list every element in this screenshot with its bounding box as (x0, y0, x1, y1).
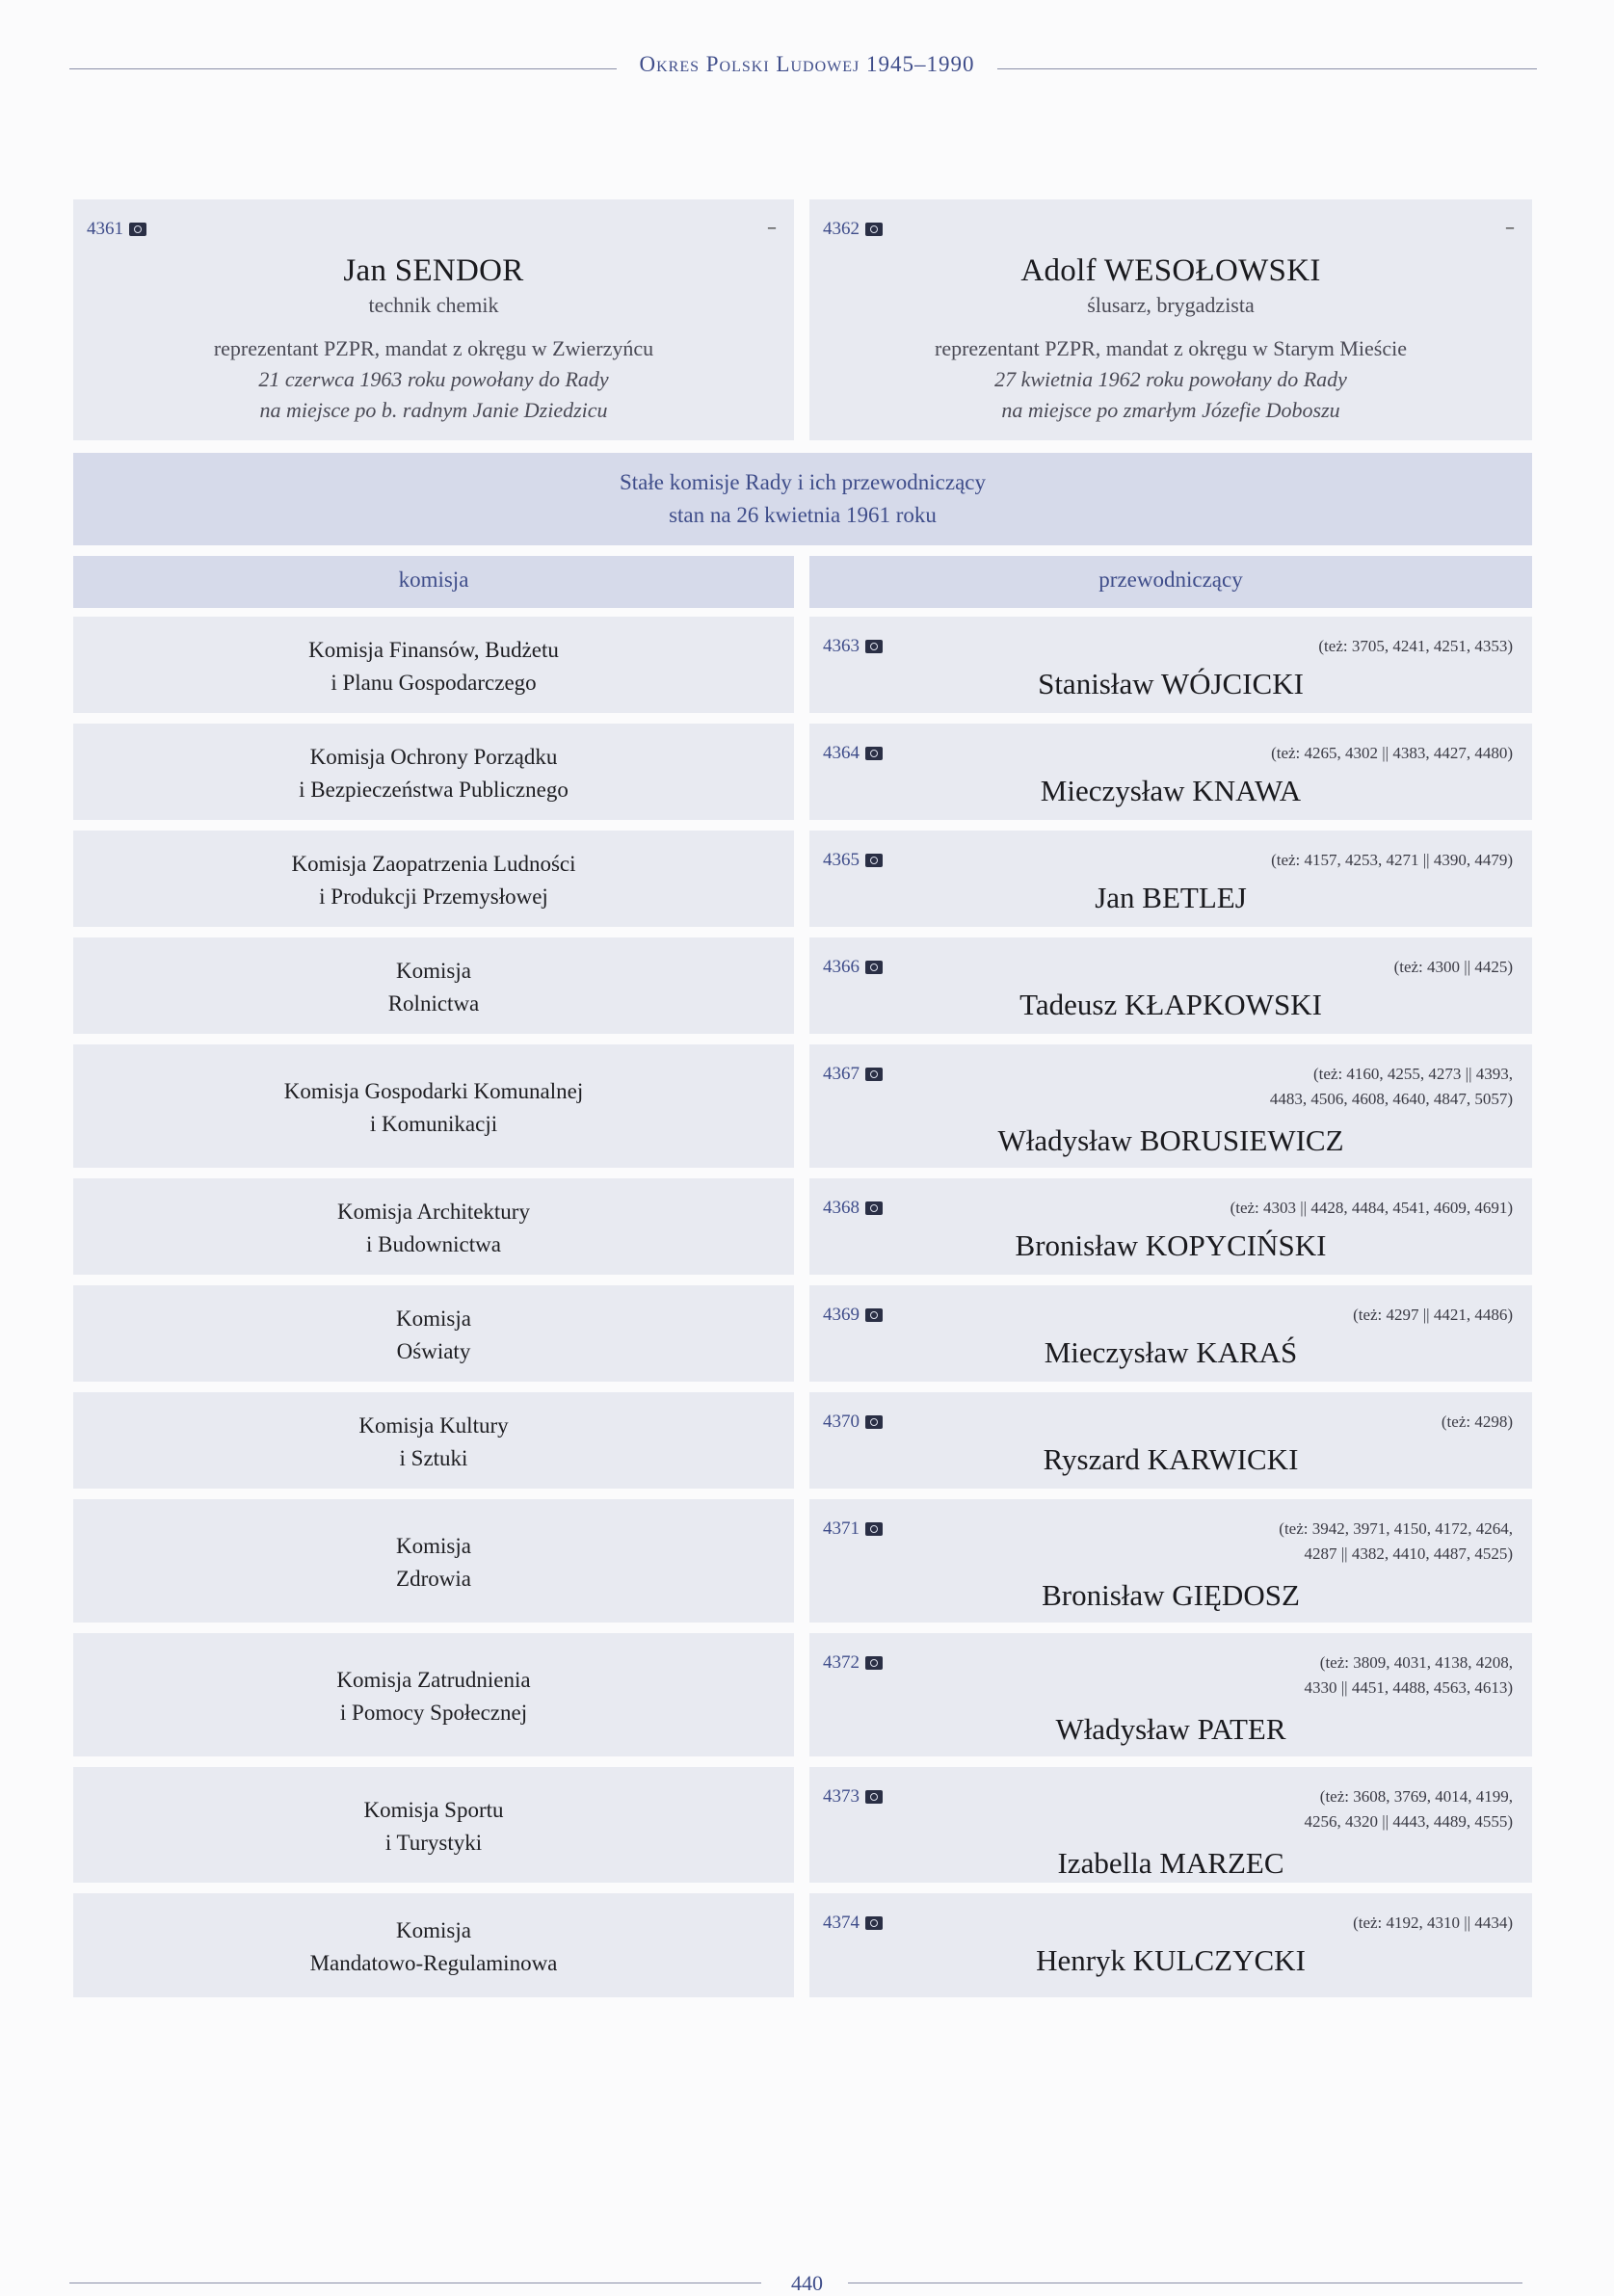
member-number (823, 1412, 883, 1433)
see-also-refs (1353, 1911, 1513, 1936)
committee-name-line1: Komisja (396, 1306, 471, 1331)
see-also-refs (1353, 1303, 1513, 1328)
member-appointed: 27 kwietnia 1962 roku powołany do Rady (994, 367, 1347, 391)
chair-name: Mieczysław KNAWA (1040, 774, 1302, 807)
member-number-text: 4371 (823, 1518, 860, 1539)
camera-icon (865, 1201, 883, 1215)
chair-name: Henryk KULCZYCKI (1036, 1943, 1306, 1977)
chair-name: Mieczysław KARAŚ (1044, 1335, 1298, 1369)
chair-name: Władysław BORUSIEWICZ (997, 1123, 1344, 1157)
column-header-chair (809, 556, 1532, 608)
committee-name-line2: i Produkcji Przemysłowej (319, 884, 548, 909)
camera-icon (865, 1522, 883, 1536)
see-also-refs (1318, 634, 1513, 659)
member-number-text: 4370 (823, 1412, 860, 1432)
committee-name-line1: Komisja Ochrony Porządku (309, 745, 558, 769)
member-number (823, 219, 883, 240)
see-also-line2: 4287 || 4382, 4410, 4487, 4525) (1304, 1544, 1513, 1563)
running-title: Okres Polski Ludowej 1945–1990 (639, 52, 975, 76)
committee-cell (73, 617, 794, 713)
member-number-text: 4362 (823, 219, 860, 239)
committee-cell (73, 1044, 794, 1168)
see-also-refs (1271, 848, 1513, 873)
chair-name: Izabella MARZEC (1057, 1846, 1284, 1880)
member-number (87, 219, 146, 240)
member-number-text: 4364 (823, 743, 860, 763)
committee-name-line2: i Turystyki (384, 1831, 483, 1855)
member-number-text: 4365 (823, 850, 860, 870)
see-also-refs (1271, 741, 1513, 766)
member-name: Jan SENDOR (343, 253, 524, 288)
member-number (823, 743, 883, 764)
member-number (823, 1198, 883, 1219)
member-dash: – (767, 215, 777, 238)
chair-cell (809, 1893, 1532, 1997)
chair-name: Władysław PATER (1055, 1712, 1286, 1746)
member-number-text: 4367 (823, 1064, 860, 1084)
member-card-4361 (73, 199, 794, 440)
committee-name-line2: i Sztuki (399, 1446, 468, 1470)
committee-name-line1: Komisja Kultury (358, 1413, 509, 1438)
committee-cell (73, 937, 794, 1034)
committee-name-line1: Komisja Sportu (363, 1798, 504, 1822)
see-also-refs (1270, 1062, 1513, 1112)
committee-name-line2: i Planu Gospodarczego (331, 671, 537, 695)
committees-subtitle: stan na 26 kwietnia 1961 roku (669, 503, 937, 527)
camera-icon (865, 223, 883, 236)
see-also-line1: (też: 4297 || 4421, 4486) (1353, 1306, 1513, 1324)
see-also-line2: 4483, 4506, 4608, 4640, 4847, 5057) (1269, 1090, 1513, 1108)
see-also-line1: (też: 4298) (1441, 1412, 1513, 1431)
member-number-text: 4372 (823, 1652, 860, 1673)
committee-cell (73, 831, 794, 927)
chair-cell (809, 1285, 1532, 1382)
committee-cell (73, 1392, 794, 1489)
camera-icon (865, 1656, 883, 1670)
member-mandate: reprezentant PZPR, mandat z okręgu w Zwierzyńcu (213, 336, 654, 360)
see-also-line1: (też: 4300 || 4425) (1393, 958, 1513, 976)
member-replaced: na miejsce po b. radnym Janie Dziedzicu (259, 398, 608, 422)
committee-name-line2: i Komunikacji (369, 1112, 498, 1136)
committee-cell (73, 1633, 794, 1756)
page-number: 440 (791, 2271, 823, 2295)
camera-icon (865, 854, 883, 867)
see-also-refs (1305, 1650, 1513, 1701)
committee-name-line2: Oświaty (396, 1339, 471, 1363)
member-occupation: ślusarz, brygadzista (1087, 293, 1255, 317)
committee-cell (73, 724, 794, 820)
member-number (823, 1652, 883, 1674)
member-dash: – (1505, 215, 1515, 238)
member-number-text: 4368 (823, 1198, 860, 1218)
committee-name-line1: Komisja (396, 1918, 471, 1942)
member-mandate: reprezentant PZPR, mandat z okręgu w Starym Mieście (935, 336, 1407, 360)
column-header-chair-label: przewodniczący (1098, 567, 1243, 592)
chair-cell (809, 724, 1532, 820)
member-number-text: 4373 (823, 1786, 860, 1807)
committee-cell (73, 1893, 794, 1997)
committee-cell (73, 1178, 794, 1275)
member-number-text: 4363 (823, 636, 860, 656)
member-number-text: 4366 (823, 957, 860, 977)
committee-name-line2: i Budownictwa (366, 1232, 501, 1256)
camera-icon (865, 1916, 883, 1930)
committee-name-line1: Komisja (396, 1534, 471, 1558)
committee-name-line2: Zdrowia (396, 1567, 471, 1591)
see-also-line1: (też: 4192, 4310 || 4434) (1353, 1913, 1513, 1932)
see-also-line1: (też: 3809, 4031, 4138, 4208, (1319, 1653, 1513, 1672)
camera-icon (129, 223, 146, 236)
camera-icon (865, 640, 883, 653)
committees-title: Stałe komisje Rady i ich przewodniczący (619, 470, 987, 494)
committee-name-line1: Komisja Zatrudnienia (336, 1668, 531, 1692)
chair-cell (809, 1499, 1532, 1623)
see-also-line1: (też: 4160, 4255, 4273 || 4393, (1312, 1065, 1513, 1083)
committee-name-line1: Komisja Finansów, Budżetu (308, 638, 559, 662)
see-also-line1: (też: 3608, 3769, 4014, 4199, (1319, 1787, 1513, 1806)
chair-cell (809, 1633, 1532, 1756)
member-number-text: 4361 (87, 219, 123, 239)
chair-name: Bronisław KOPYCIŃSKI (1015, 1228, 1327, 1262)
camera-icon (865, 1068, 883, 1081)
chair-cell (809, 1178, 1532, 1275)
see-also-line1: (też: 4157, 4253, 4271 || 4390, 4479) (1271, 851, 1513, 869)
member-number-text: 4374 (823, 1913, 860, 1933)
chair-name: Tadeusz KŁAPKOWSKI (1019, 988, 1322, 1021)
committee-name-line1: Komisja (396, 959, 471, 983)
committee-name-line2: Mandatowo-Regulaminowa (309, 1951, 558, 1975)
column-header-committee (73, 556, 794, 608)
committee-name-line1: Komisja Zaopatrzenia Ludności (291, 852, 576, 876)
member-number-text: 4369 (823, 1305, 860, 1325)
column-header-committee-label: komisja (398, 567, 469, 592)
see-also-line1: (też: 4265, 4302 || 4383, 4427, 4480) (1271, 744, 1513, 762)
camera-icon (865, 1790, 883, 1804)
committee-name-line2: i Pomocy Społecznej (339, 1701, 528, 1725)
member-replaced: na miejsce po zmarłym Józefie Doboszu (1001, 398, 1340, 422)
see-also-refs (1442, 1410, 1513, 1435)
member-name: Adolf WESOŁOWSKI (1020, 253, 1321, 288)
see-also-refs (1394, 955, 1513, 980)
member-occupation: technik chemik (368, 293, 499, 317)
committee-cell (73, 1499, 794, 1623)
chair-cell (809, 1392, 1532, 1489)
camera-icon (865, 747, 883, 760)
member-number (823, 1518, 883, 1540)
member-number (823, 1786, 883, 1808)
see-also-line1: (też: 3705, 4241, 4251, 4353) (1318, 637, 1513, 655)
see-also-refs (1305, 1784, 1513, 1834)
member-number (823, 1913, 883, 1934)
camera-icon (865, 1308, 883, 1322)
see-also-refs (1230, 1196, 1513, 1221)
chair-cell (809, 831, 1532, 927)
member-number (823, 1064, 883, 1085)
committee-name-line2: Rolnictwa (387, 991, 480, 1016)
chair-cell (809, 1044, 1532, 1168)
chair-cell (809, 937, 1532, 1034)
member-number (823, 636, 883, 657)
member-appointed: 21 czerwca 1963 roku powołany do Rady (258, 367, 609, 391)
camera-icon (865, 1415, 883, 1429)
committees-banner (73, 453, 1532, 545)
committee-cell (73, 1285, 794, 1382)
chair-name: Ryszard KARWICKI (1043, 1442, 1299, 1476)
committee-name-line1: Komisja Gospodarki Komunalnej (283, 1079, 584, 1103)
chair-name: Bronisław GIĘDOSZ (1042, 1578, 1300, 1612)
committee-cell (73, 1767, 794, 1883)
camera-icon (865, 961, 883, 974)
chair-name: Stanisław WÓJCICKI (1038, 667, 1304, 700)
member-card-4362 (809, 199, 1532, 440)
committee-name-line1: Komisja Architektury (337, 1200, 530, 1224)
see-also-line2: 4330 || 4451, 4488, 4563, 4613) (1304, 1678, 1513, 1697)
see-also-line2: 4256, 4320 || 4443, 4489, 4555) (1304, 1812, 1513, 1831)
member-number (823, 1305, 883, 1326)
chair-cell (809, 1767, 1532, 1883)
chair-name: Jan BETLEJ (1095, 881, 1247, 914)
member-number (823, 850, 883, 871)
member-number (823, 957, 883, 978)
see-also-refs (1279, 1517, 1513, 1567)
see-also-line1: (też: 4303 || 4428, 4484, 4541, 4609, 4691) (1230, 1199, 1513, 1217)
chair-cell (809, 617, 1532, 713)
see-also-line1: (też: 3942, 3971, 4150, 4172, 4264, (1279, 1519, 1513, 1538)
committee-name-line2: i Bezpieczeństwa Publicznego (299, 778, 569, 802)
